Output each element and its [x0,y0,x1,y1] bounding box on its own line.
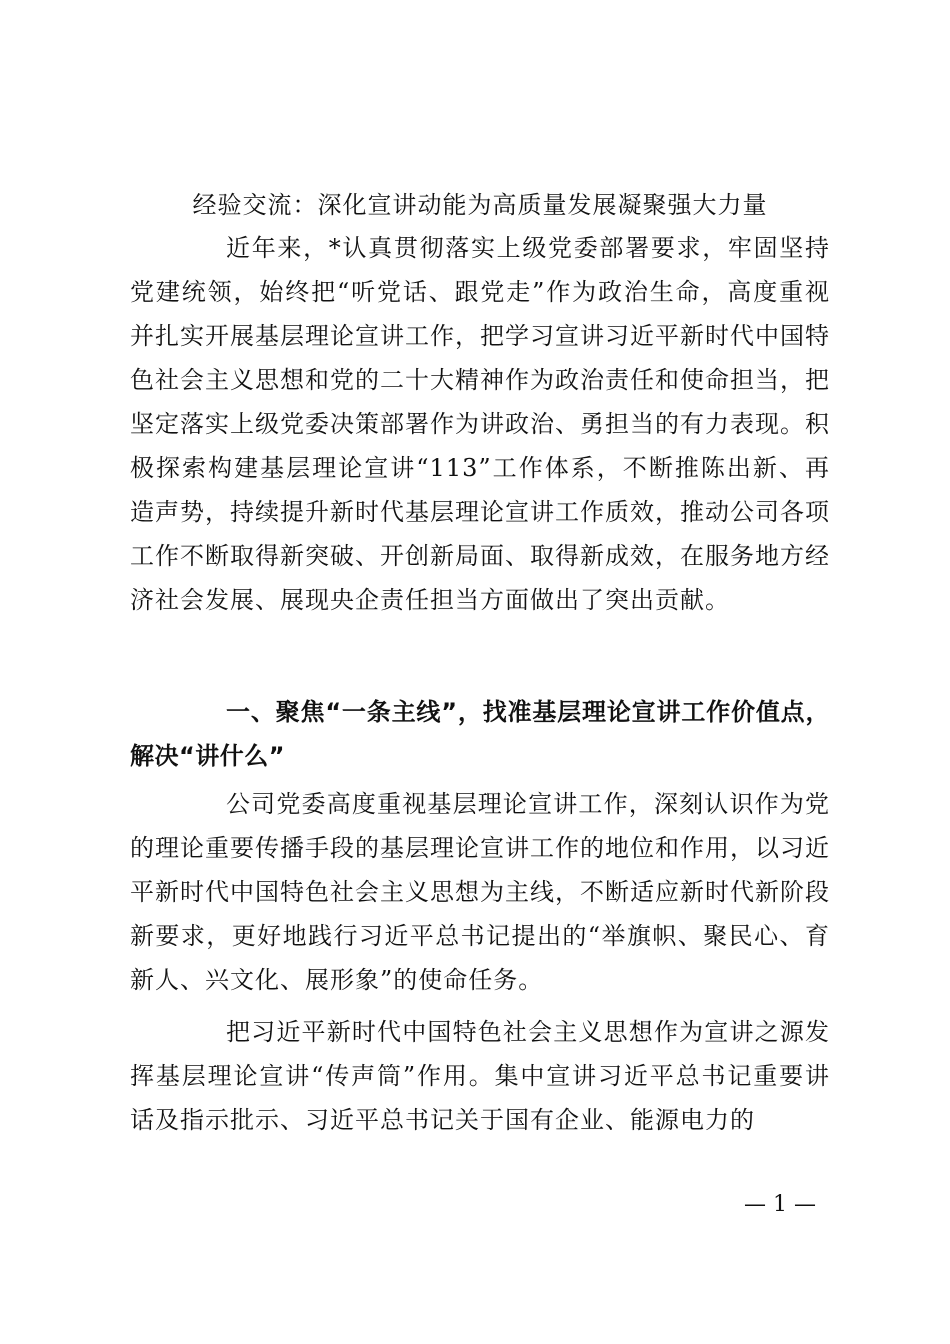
intro-paragraph: 近年来，*认真贯彻落实上级党委部署要求，牢固坚持党建统领，始终把“听党话、跟党走”作为政治生命，高度重视并扎实开展基层理论宣讲工作，把学习宣讲习近平新时代中国特色社会主义思想和党的二十大精神作为政治责任和使命担当，把坚定落实上级党委决策部署作为讲政治、勇担当的有力表现。积极探索构建基层理论宣讲“113”工作体系，不断推陈出新、再造声势，持续提升新时代基层理论宣讲工作质效，推动公司各项工作不断取得新突破、开创新局面、取得新成效，在服务地方经济社会发展、展现央企责任担当方面做出了突出贡献。 [130,234,830,614]
section-paragraph: 把习近平新时代中国特色社会主义思想作为宣讲之源发挥基层理论宣讲“传声筒”作用。集中宣讲习近平总书记重要讲话及指示批示、习近平总书记关于国有企业、能源电力的 [130,1018,830,1134]
page-number: — 1 — [744,1192,816,1217]
section-heading: 一、聚焦“一条主线”，找准基层理论宣讲工作价值点，解决“讲什么” [130,698,830,770]
section-paragraph: 公司党委高度重视基层理论宣讲工作，深刻认识作为党的理论重要传播手段的基层理论宣讲工作的地位和作用，以习近平新时代中国特色社会主义思想为主线，不断适应新时代新阶段新要求，更好地践行习近平总书记提出的“举旗帜、聚民心、育新人、兴文化、展形象”的使命任务。 [130,790,830,994]
document-title: 经验交流：深化宣讲动能为高质量发展凝聚强大力量 [192,191,768,219]
